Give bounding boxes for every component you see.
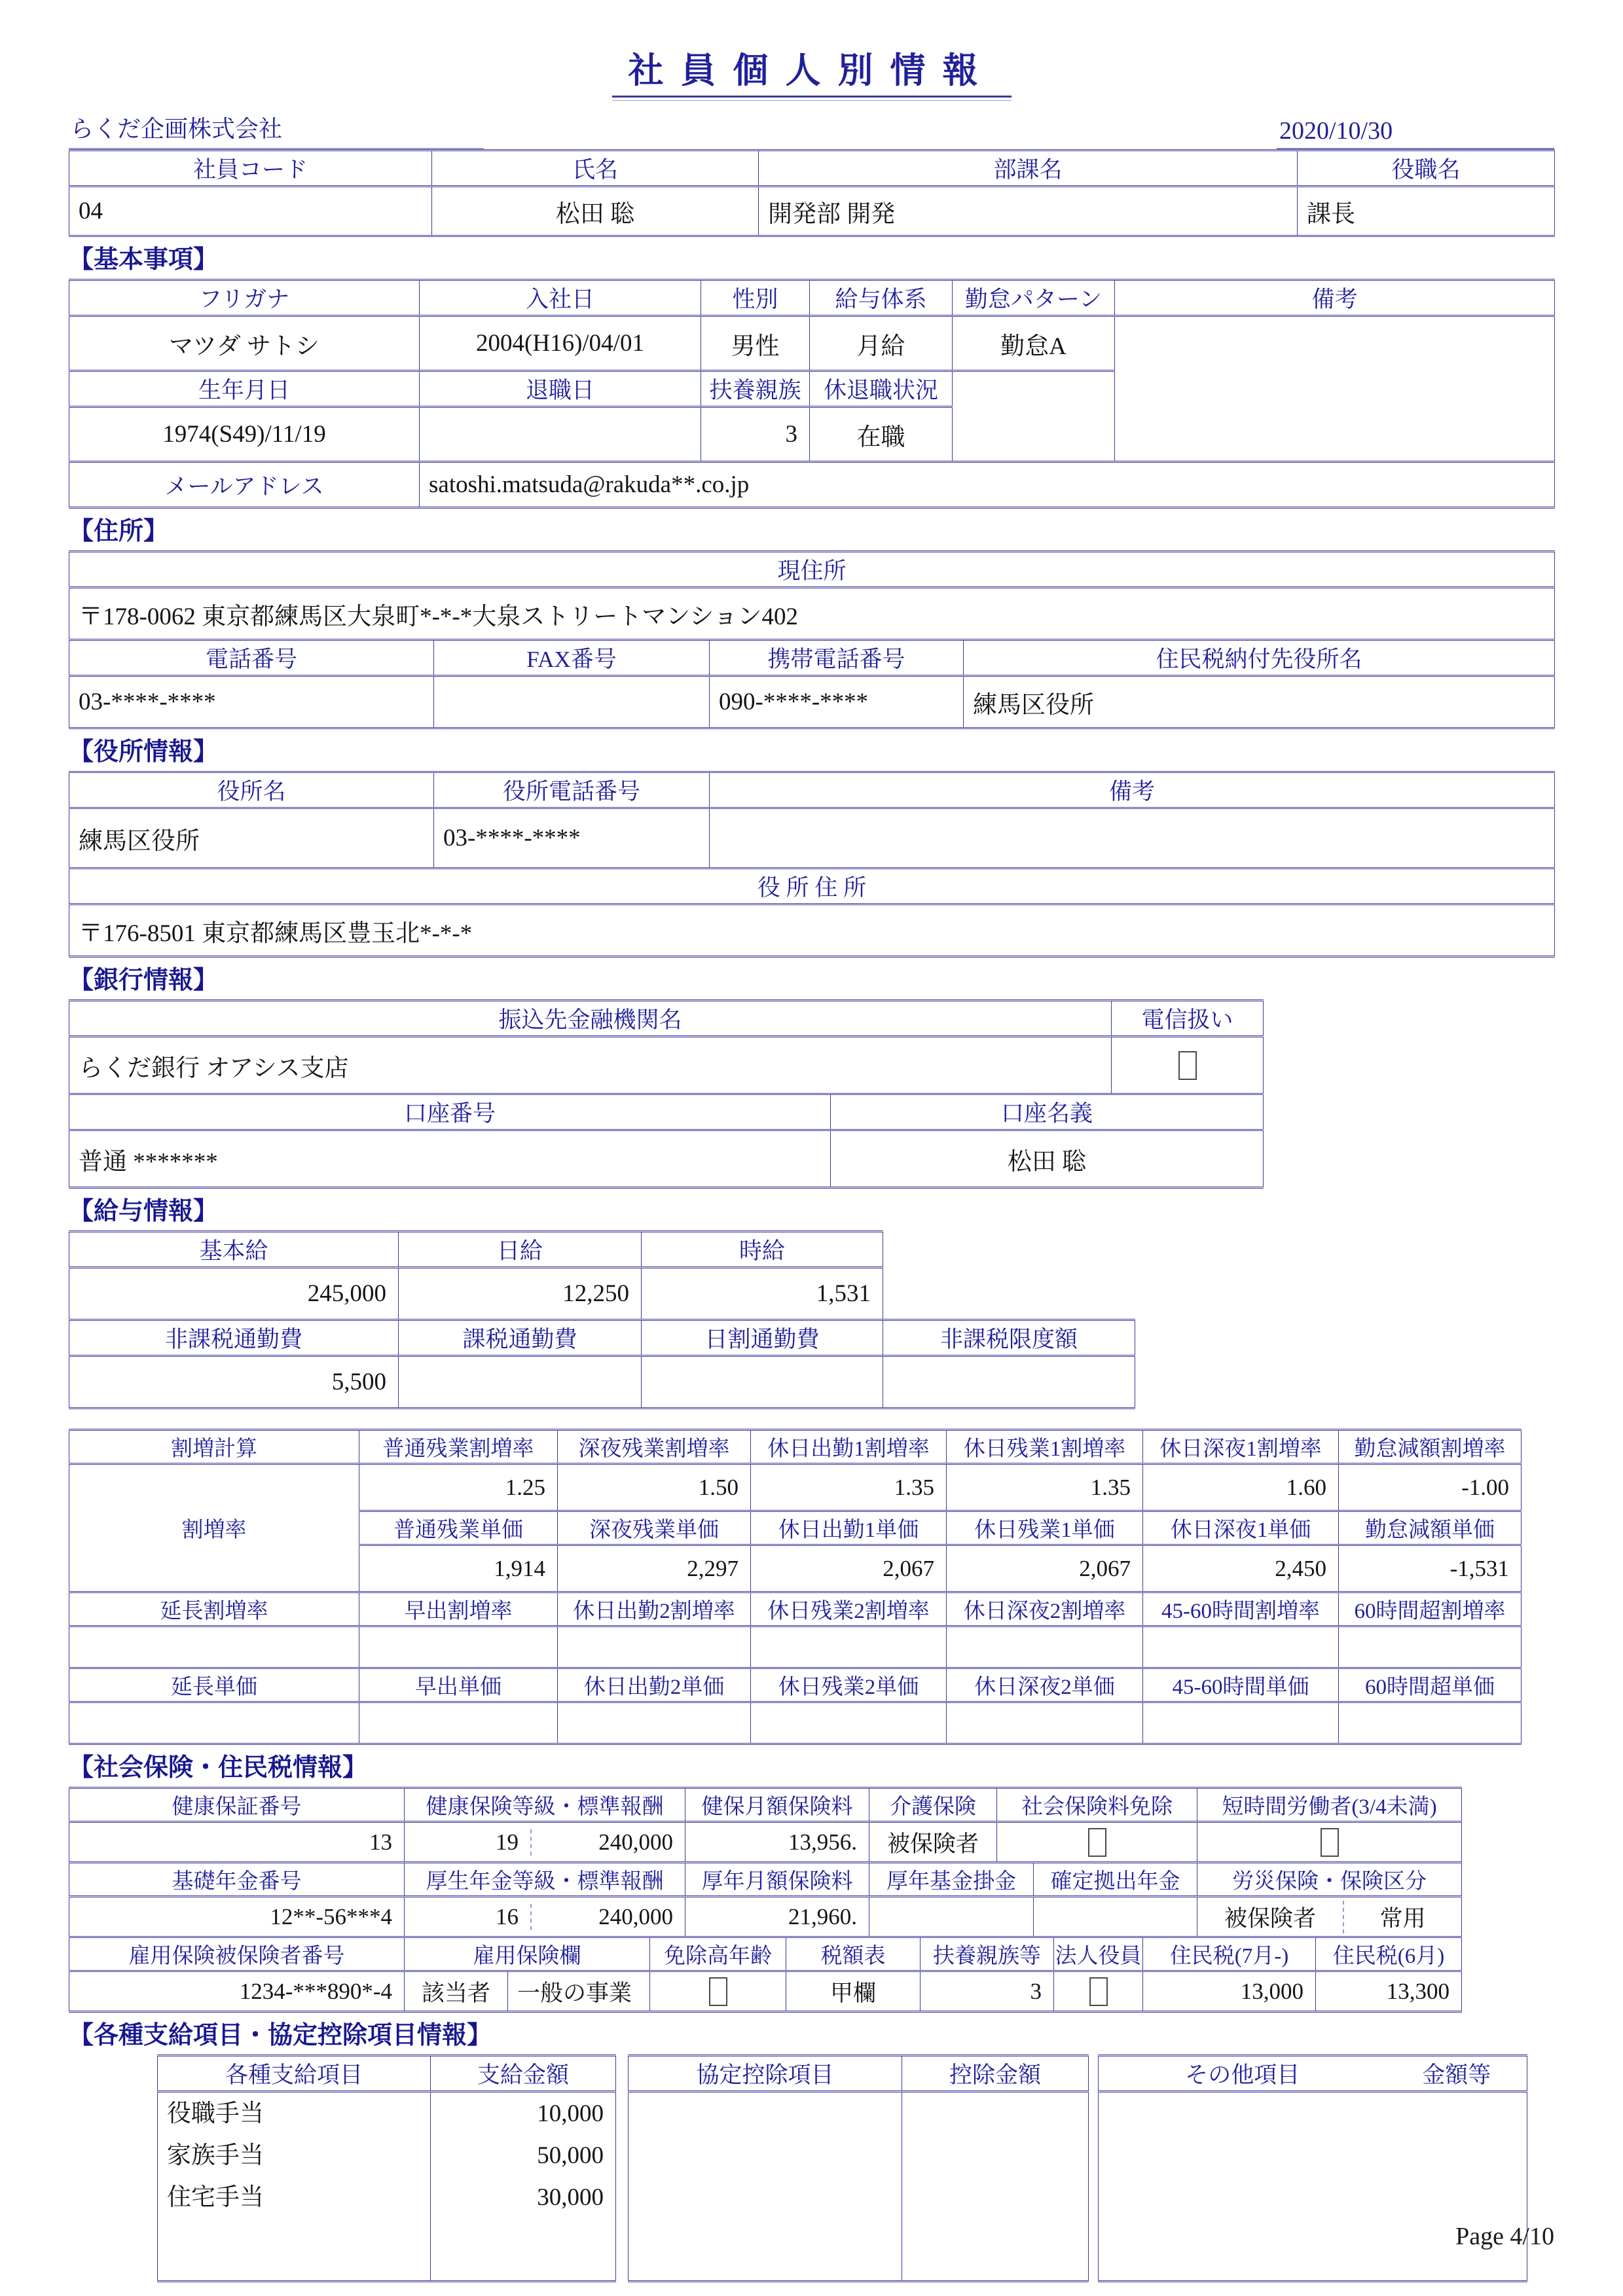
office-address-header: 役 所 住 所: [69, 869, 1555, 905]
salary-table-top: [69, 1230, 883, 1321]
dependents-header: 扶養親族: [701, 371, 810, 407]
pension-premium-header: 厚年月額保険料: [685, 1863, 869, 1897]
holiday-work1-rate-header: 休日出勤1割増率: [751, 1430, 947, 1464]
rosai-value: [1197, 1897, 1462, 1937]
pay-amount: 30,000: [537, 2184, 604, 2211]
salary-table-bottom: [69, 1319, 1135, 1409]
gap: [1089, 2054, 1098, 2282]
corporate-officer-checkbox: [1089, 1977, 1108, 2006]
health-standard-pay: 240,000: [530, 1829, 685, 1856]
birth-date-value: 1974(S49)/11/19: [69, 407, 420, 462]
tax-dependents-header: 扶養親族等: [921, 1937, 1054, 1971]
address-table: [69, 550, 1555, 729]
health-number-header: 健康保証番号: [69, 1788, 405, 1822]
holiday-work2-rate-header: 休日出勤2割増率: [558, 1592, 751, 1626]
office-name-header: 役所名: [69, 772, 434, 808]
h45-60-unit-header: 45-60時間単価: [1143, 1668, 1339, 1702]
daily-pay-value: 12,250: [399, 1268, 642, 1320]
page-number: Page 4/10: [1455, 2223, 1554, 2250]
pay-amount: 10,000: [537, 2100, 604, 2127]
employee-title-header: 役職名: [1298, 151, 1555, 187]
early-rate-header: 早出割増率: [359, 1592, 558, 1626]
gap: [616, 2054, 628, 2282]
pay-item: 家族手当: [167, 2142, 264, 2169]
commute-tax-header: 課税通勤費: [399, 1320, 642, 1356]
pension-number-header: 基礎年金番号: [69, 1863, 405, 1897]
furigana-value: マツダ サトシ: [69, 316, 420, 371]
commute-daily-value-empty: [642, 1356, 883, 1408]
midnight-rate-value: 1.50: [558, 1464, 751, 1511]
holiday-work1-unit-value: 2,067: [751, 1545, 947, 1592]
title-underline: [612, 96, 1012, 101]
overtime-rate-header: 普通残業割増率: [359, 1430, 558, 1464]
hourly-pay-value: 1,531: [642, 1268, 883, 1320]
bank-table-top: [69, 999, 1264, 1095]
pay-amount-header: 支給金額: [431, 2056, 616, 2092]
email-value: satoshi.matsuda@rakuda**.co.jp: [420, 462, 1555, 508]
fax-value-empty: [434, 676, 710, 728]
midnight-rate-header: 深夜残業割増率: [558, 1430, 751, 1464]
commute-nontax-value: 5,500: [69, 1356, 399, 1408]
office-table: [69, 771, 1555, 958]
employment-number-header: 雇用保険被保険者番号: [69, 1937, 405, 1971]
empty-cell: [751, 1626, 947, 1668]
rosai-insured: 被保険者: [1224, 1905, 1316, 1931]
empty-cell: [1339, 1626, 1522, 1668]
holiday-midnight1-rate-header: 休日深夜1割増率: [1143, 1430, 1339, 1464]
holiday-overtime1-unit-header: 休日残業1単価: [947, 1511, 1143, 1545]
deduction-amount-list-empty: [902, 2092, 1089, 2282]
tax-table-value: 甲欄: [786, 1971, 921, 2012]
resident-tax-jul-header: 住民税(7月-): [1143, 1937, 1316, 1971]
gender-value: 男性: [701, 316, 810, 371]
extension-rate-label: 延長割増率: [69, 1592, 359, 1626]
age-exempt-header: 免除高年齢: [650, 1937, 786, 1971]
health-number-value: 13: [69, 1822, 405, 1863]
health-grade: 19: [496, 1829, 519, 1855]
section-address: 【住所】: [69, 518, 169, 545]
employee-dept-header: 部課名: [759, 151, 1298, 187]
care-insurance-value: 被保険者: [869, 1822, 997, 1863]
pay-amount-list: [431, 2092, 616, 2282]
premium-exempt-cell: [997, 1822, 1197, 1863]
pay-item-list: [158, 2092, 431, 2282]
note-header: 備考: [1115, 280, 1555, 316]
dc-pension-header: 確定拠出年金: [1034, 1863, 1197, 1897]
pay-amount: 50,000: [537, 2142, 604, 2169]
empty-cell: [1143, 1626, 1339, 1668]
tax-table-header: 税額表: [786, 1937, 921, 1971]
absence-deduction-unit-header: 勤怠減額単価: [1339, 1511, 1522, 1545]
commute-tax-value-empty: [399, 1356, 642, 1408]
base-pay-value: 245,000: [69, 1268, 399, 1320]
employment-number-value: 1234-***890*-4: [69, 1971, 405, 2012]
extension-unit-label: 延長単価: [69, 1668, 359, 1702]
resident-tax-office-header: 住民税納付先役所名: [964, 640, 1555, 676]
pension-grade: 16: [496, 1903, 519, 1929]
holiday-work1-unit-header: 休日出勤1単価: [751, 1511, 947, 1545]
empty-cell: [751, 1702, 947, 1744]
office-tel-value: 03-****-****: [434, 808, 710, 869]
office-tel-header: 役所電話番号: [434, 772, 710, 808]
holiday-overtime2-rate-header: 休日残業2割増率: [751, 1592, 947, 1626]
holiday-work2-unit-header: 休日出勤2単価: [558, 1668, 751, 1702]
gender-header: 性別: [701, 280, 810, 316]
empty-cell: [359, 1702, 558, 1744]
nontax-limit-value-empty: [883, 1356, 1135, 1408]
base-pay-header: 基本給: [69, 1232, 399, 1268]
holiday-overtime1-rate-header: 休日残業1割増率: [947, 1430, 1143, 1464]
account-number-header: 口座番号: [69, 1094, 831, 1130]
insurance-employment-table: [69, 1936, 1462, 2013]
tax-dependents-value: 3: [921, 1971, 1054, 2012]
h60plus-unit-header: 60時間超単価: [1339, 1668, 1522, 1702]
section-bank: 【銀行情報】: [69, 967, 219, 994]
absence-deduction-rate-value: -1.00: [1339, 1464, 1522, 1511]
attendance-pattern-header: 勤怠パターン: [953, 280, 1115, 316]
other-item-list-empty: [1099, 2092, 1527, 2282]
holiday-midnight2-unit-header: 休日深夜2単価: [947, 1668, 1143, 1702]
retire-date-header: 退職日: [420, 371, 701, 407]
empty-cell: [558, 1626, 751, 1668]
employee-summary-table: [69, 149, 1555, 237]
rosai-class: 常用: [1343, 1901, 1461, 1933]
midnight-unit-value: 2,297: [558, 1545, 751, 1592]
employment-business-value: 一般の事業: [508, 1971, 650, 2012]
overtime-unit-value: 1,914: [359, 1545, 558, 1592]
pay-type-header: 給与体系: [810, 280, 953, 316]
deduction-item-list-empty: [629, 2092, 902, 2282]
health-premium-value: 13,956.: [685, 1822, 869, 1863]
pension-grade-header: 厚生年金等級・標準報酬: [405, 1863, 685, 1897]
bank-name-value: らくだ銀行 オアシス支店: [69, 1037, 1112, 1094]
employment-column-header: 雇用保険欄: [405, 1937, 650, 1971]
premium-rate-label: 割増率: [69, 1464, 359, 1592]
employee-code-header: 社員コード: [69, 151, 432, 187]
empty-cell: [1339, 1702, 1522, 1744]
commute-nontax-header: 非課税通勤費: [69, 1320, 399, 1356]
print-date: 2020/10/30: [1277, 117, 1554, 149]
account-number-value: 普通 *******: [69, 1130, 831, 1188]
holiday-overtime1-rate-value: 1.35: [947, 1464, 1143, 1511]
rosai-header: 労災保険・保険区分: [1197, 1863, 1462, 1897]
dc-pension-value-empty: [1034, 1897, 1197, 1937]
premium-exempt-header: 社会保険料免除: [997, 1788, 1197, 1822]
wire-transfer-cell: [1112, 1037, 1264, 1094]
early-unit-header: 早出単価: [359, 1668, 558, 1702]
hire-date-value: 2004(H16)/04/01: [420, 316, 701, 371]
pension-fund-header: 厚年基金掛金: [869, 1863, 1034, 1897]
company-name: らくだ企画株式会社: [69, 111, 484, 149]
basic-table: [69, 279, 1555, 509]
office-note-header: 備考: [710, 772, 1555, 808]
account-holder-value: 松田 聡: [831, 1130, 1264, 1188]
retire-date-value-empty: [420, 407, 701, 462]
pay-item: 役職手当: [167, 2100, 264, 2127]
dependents-value: 3: [701, 407, 810, 462]
premium-exempt-checkbox: [1088, 1828, 1106, 1857]
bank-name-header: 振込先金融機関名: [69, 1001, 1112, 1037]
empty-cell: [953, 371, 1115, 462]
resident-tax-jul-value: 13,000: [1143, 1971, 1316, 2012]
other-amount-header: 金額等: [1387, 2056, 1527, 2092]
pension-standard-pay: 240,000: [530, 1904, 685, 1930]
section-allowances: 【各種支給項目・協定控除項目情報】: [69, 2022, 492, 2049]
wire-transfer-header: 電信扱い: [1112, 1001, 1264, 1037]
section-office: 【役所情報】: [69, 738, 219, 766]
parttime-worker-header: 短時間労働者(3/4未満): [1197, 1788, 1462, 1822]
insurance-pension-table: [69, 1861, 1462, 1938]
pay-items-table: [157, 2054, 616, 2282]
holiday-overtime1-unit-value: 2,067: [947, 1545, 1143, 1592]
employment-status-header: 休退職状況: [810, 371, 953, 407]
allowance-tables: [157, 2054, 1554, 2282]
resident-tax-jun-header: 住民税(6月): [1316, 1937, 1462, 1971]
resident-tax-jun-value: 13,300: [1316, 1971, 1462, 2012]
commute-daily-header: 日割通勤費: [642, 1320, 883, 1356]
holiday-midnight1-rate-value: 1.60: [1143, 1464, 1339, 1511]
attendance-pattern-value: 勤怠A: [953, 316, 1115, 371]
pension-grade-value: [405, 1897, 685, 1937]
other-item-header: その他項目: [1099, 2056, 1387, 2092]
empty-cell: [69, 1702, 359, 1744]
hire-date-header: 入社日: [420, 280, 701, 316]
account-holder-header: 口座名義: [831, 1094, 1264, 1130]
premium-corner-header: 割増計算: [69, 1430, 359, 1464]
office-address-value: 〒176-8501 東京都練馬区豊玉北*-*-*: [69, 905, 1555, 957]
deduction-items-table: [628, 2054, 1089, 2282]
pension-number-value: 12**-56***4: [69, 1897, 405, 1937]
premium-table: [69, 1429, 1522, 1745]
deduction-amount-header: 控除金額: [902, 2056, 1089, 2092]
email-header: メールアドレス: [69, 462, 420, 508]
section-insurance: 【社会保険・住民税情報】: [69, 1754, 368, 1782]
section-salary: 【給与情報】: [69, 1198, 219, 1225]
pension-fund-value-empty: [869, 1897, 1034, 1937]
health-grade-header: 健康保険等級・標準報酬: [405, 1788, 685, 1822]
birth-date-header: 生年月日: [69, 371, 420, 407]
page-title: 社員個人別情報: [628, 51, 995, 90]
mobile-header: 携帯電話番号: [710, 640, 964, 676]
employee-code: 04: [69, 187, 432, 236]
holiday-work1-rate-value: 1.35: [751, 1464, 947, 1511]
office-name-value: 練馬区役所: [69, 808, 434, 869]
employee-title: 課長: [1298, 187, 1555, 236]
fax-header: FAX番号: [434, 640, 710, 676]
empty-cell: [947, 1626, 1143, 1668]
empty-cell: [1143, 1702, 1339, 1744]
health-premium-header: 健保月額保険料: [685, 1788, 869, 1822]
daily-pay-header: 日給: [399, 1232, 642, 1268]
age-exempt-cell: [650, 1971, 786, 2012]
pay-item-header: 各種支給項目: [158, 2056, 431, 2092]
pay-type-value: 月給: [810, 316, 953, 371]
parttime-worker-checkbox: [1321, 1828, 1339, 1857]
resident-tax-office-value: 練馬区役所: [964, 676, 1555, 728]
furigana-header: フリガナ: [69, 280, 420, 316]
health-grade-value: [405, 1822, 685, 1863]
corporate-officer-header: 法人役員: [1054, 1937, 1143, 1971]
pension-premium-value: 21,960.: [685, 1897, 869, 1937]
wire-transfer-checkbox: [1178, 1051, 1197, 1080]
holiday-overtime2-unit-header: 休日残業2単価: [751, 1668, 947, 1702]
empty-cell: [69, 1626, 359, 1668]
empty-cell: [947, 1702, 1143, 1744]
note-value-empty: [1115, 316, 1555, 462]
empty-cell: [359, 1626, 558, 1668]
employment-status-value: 在職: [810, 407, 953, 462]
care-insurance-header: 介護保険: [869, 1788, 997, 1822]
employee-name-header: 氏名: [432, 151, 759, 187]
current-address-value: 〒178-0062 東京都練馬区大泉町*-*-*大泉ストリートマンション402: [69, 588, 1555, 640]
parttime-worker-cell: [1197, 1822, 1462, 1863]
bank-table-bottom: [69, 1093, 1264, 1189]
age-exempt-checkbox: [709, 1977, 727, 2006]
tel-header: 電話番号: [69, 640, 434, 676]
tel-value: 03-****-****: [69, 676, 434, 728]
deduction-item-header: 協定控除項目: [629, 2056, 902, 2092]
holiday-midnight1-unit-header: 休日深夜1単価: [1143, 1511, 1339, 1545]
current-address-header: 現住所: [69, 552, 1555, 588]
insurance-health-table: [69, 1787, 1462, 1863]
overtime-rate-value: 1.25: [359, 1464, 558, 1511]
h60plus-rate-header: 60時間超割増率: [1339, 1592, 1522, 1626]
holiday-midnight1-unit-value: 2,450: [1143, 1545, 1339, 1592]
pay-item: 住宅手当: [167, 2184, 264, 2211]
absence-deduction-rate-header: 勤怠減額割増率: [1339, 1430, 1522, 1464]
hourly-pay-header: 時給: [642, 1232, 883, 1268]
employment-applicable-value: 該当者: [405, 1971, 508, 2012]
employee-name: 松田 聡: [432, 187, 759, 236]
midnight-unit-header: 深夜残業単価: [558, 1511, 751, 1545]
employee-dept: 開発部 開発: [759, 187, 1298, 236]
empty-cell: [558, 1702, 751, 1744]
mobile-value: 090-****-****: [710, 676, 964, 728]
section-basic: 【基本事項】: [69, 246, 219, 274]
nontax-limit-header: 非課税限度額: [883, 1320, 1135, 1356]
office-note-value-empty: [710, 808, 1555, 869]
meta-row: [69, 107, 1554, 149]
holiday-midnight2-rate-header: 休日深夜2割増率: [947, 1592, 1143, 1626]
absence-deduction-unit-value: -1,531: [1339, 1545, 1522, 1592]
corporate-officer-cell: [1054, 1971, 1143, 2012]
overtime-unit-header: 普通残業単価: [359, 1511, 558, 1545]
h45-60-rate-header: 45-60時間割増率: [1143, 1592, 1339, 1626]
